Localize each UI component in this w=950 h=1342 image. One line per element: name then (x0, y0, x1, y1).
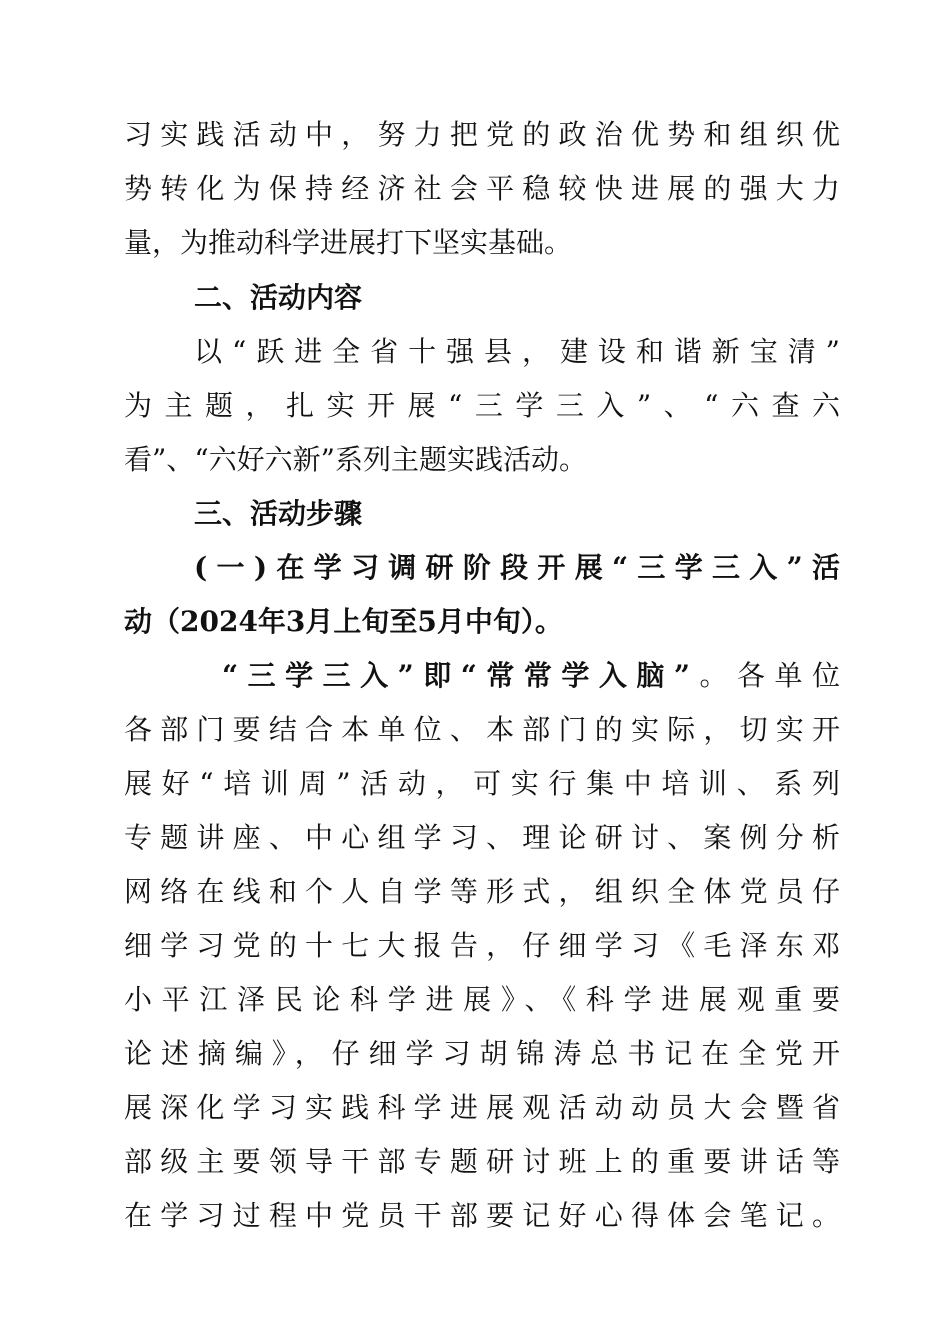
paragraph-line: 专题讲座、中心组学习、理论研讨、案例分析 (124, 821, 840, 854)
paragraph-line: 各部门要结合本单位、本部门的实际，切实开 (124, 713, 840, 746)
paragraph-first-line (124, 658, 840, 694)
intro-line-3: 量，为推动科学进展打下坚实基础。 (124, 226, 573, 259)
section-heading-steps: 三、活动步骤 (194, 497, 363, 530)
paragraph-line: 细学习党的十七大报告，仔细学习《毛泽东邓 (124, 929, 840, 962)
section2-line-2: 为主题，扎实开展“三学三入”、“六查六 (124, 389, 840, 422)
section2-line-3: 看”、“六好六新”系列主题实践活动。 (124, 443, 587, 476)
section-heading-content: 二、活动内容 (194, 281, 363, 314)
paragraph-line: 在学习过程中党员干部要记好心得体会笔记。 (124, 1199, 840, 1232)
section2-line-1: 以“跃进全省十强县，建设和谐新宝清” (194, 335, 840, 368)
intro-line-1: 习实践活动中，努力把党的政治优势和组织优 (124, 118, 840, 151)
paragraph-line: 部级主要领导干部专题研讨班上的重要讲话等 (124, 1145, 840, 1178)
paragraph-line: 展深化学习实践科学进展观活动动员大会暨省 (124, 1091, 840, 1124)
subsection-heading-line-2: 动（2024年3月上旬至5月中旬）。 (124, 605, 563, 638)
paragraph-line: 小平江泽民论科学进展》、《科学进展观重要 (124, 983, 840, 1016)
subsection-heading-line-1: (一)在学习调研阶段开展“三学三入”活 (194, 551, 840, 584)
paragraph-line: 网络在线和个人自学等形式，组织全体党员仔 (124, 875, 840, 908)
paragraph-line: 论述摘编》，仔细学习胡锦涛总书记在全党开 (124, 1037, 840, 1070)
intro-line-2: 势转化为保持经济社会平稳较快进展的强大力 (124, 172, 840, 205)
paragraph-first-line-rest: 。各单位 (689, 659, 840, 692)
paragraph-line: 展好“培训周”活动，可实行集中培训、系列 (124, 767, 840, 800)
paragraph-bold-lead: “三学三入”即“常常学入脑” (222, 659, 690, 692)
